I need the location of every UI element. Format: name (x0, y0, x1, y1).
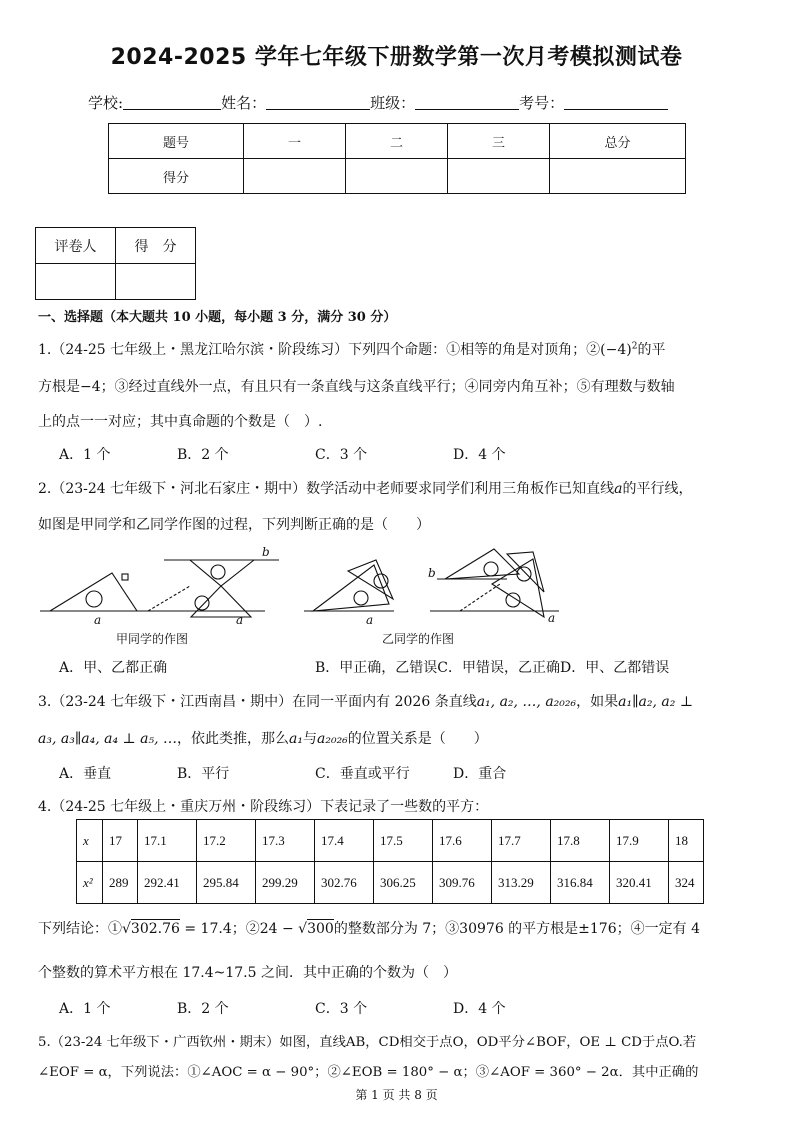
q1-line3: 上的点一一对应；其中真命题的个数是（ ）. (38, 414, 323, 430)
school-blank[interactable] (123, 95, 221, 110)
cell-x2: 313.29 (492, 862, 551, 904)
grader-score-cell[interactable] (116, 264, 196, 300)
q5-line1: 5.（23-24 七年级下・广西钦州・期末）如图，直线AB，CD相交于点O，OD平分∠BOF，OE ⊥ CD于点O.若 (38, 1035, 697, 1050)
label-a: a (548, 611, 556, 625)
triangle-ruler (50, 573, 137, 611)
name-blank[interactable] (266, 95, 370, 110)
cell-x: 17.9 (610, 820, 669, 862)
squares-row-x2 (77, 862, 704, 904)
grader-cell[interactable] (36, 264, 116, 300)
score-cell[interactable] (244, 159, 346, 194)
q4-options (59, 998, 506, 1018)
option[interactable]: C．垂直或平行 (315, 766, 410, 782)
option[interactable]: D．4 个 (453, 447, 506, 463)
caption-yi: 乙同学的作图 (382, 632, 455, 646)
label-b: b (428, 566, 436, 580)
cell-x2: 306.25 (374, 862, 433, 904)
row-label-x: x (77, 820, 103, 862)
cell-x: 18 (669, 820, 704, 862)
option[interactable]: D．4 个 (453, 1001, 506, 1017)
q4-line3: 个整数的算术平方根在 17.4~17.5 之间．其中正确的个数为（ ） (38, 965, 457, 981)
score-header-cell: 一 (244, 124, 346, 159)
cell-x: 17.2 (197, 820, 256, 862)
name-label: 姓名： (221, 94, 267, 112)
cell-x2: 299.29 (256, 862, 315, 904)
cell-x: 17.6 (433, 820, 492, 862)
score-header-cell: 三 (448, 124, 550, 159)
q2-line1: 2.（23-24 七年级下・河北石家庄・期中）数学活动中老师要求同学们利用三角板作已知直线a的平行线， (38, 481, 693, 497)
label-a: a (94, 613, 102, 627)
cell-x2: 324 (669, 862, 704, 904)
option[interactable]: A．甲、乙都正确 (59, 660, 168, 676)
q2-figure (36, 544, 566, 649)
score-table (108, 123, 686, 194)
score-header-cell: 二 (346, 124, 448, 159)
ruler-hole (211, 565, 225, 579)
school-label: 学校: (88, 94, 124, 112)
label-a: a (366, 613, 374, 627)
q4-line1: 4.（24-25 七年级上・重庆万州・阶段练习）下表记录了一些数的平方： (38, 799, 489, 815)
grader-label: 评卷人 (36, 228, 116, 264)
option[interactable]: B．甲正确，乙错误 (315, 660, 438, 676)
label-b: b (262, 545, 270, 559)
cell-x2: 320.41 (610, 862, 669, 904)
student-info-line (88, 92, 668, 113)
option[interactable]: D．重合 (453, 766, 507, 782)
ruler-hole (374, 574, 388, 588)
dashed-line (148, 586, 190, 611)
row-label-x2: x² (77, 862, 103, 904)
option[interactable]: B．2 个 (177, 447, 229, 463)
cell-x: 17.3 (256, 820, 315, 862)
score-cell[interactable] (448, 159, 550, 194)
right-angle-mark (122, 574, 128, 580)
score-header-cell: 题号 (109, 124, 244, 159)
cell-x: 17.4 (315, 820, 374, 862)
triangle-ruler (492, 559, 544, 617)
score-header-cell: 总分 (550, 124, 686, 159)
option[interactable]: B．平行 (177, 766, 230, 782)
cell-x2: 316.84 (551, 862, 610, 904)
q1-line1: 1.（24-25 七年级上・黑龙江哈尔滨・阶段练习）下列四个命题：①相等的角是对顶角；$②(-4)^2$的平 (38, 341, 666, 358)
q3-options (59, 763, 506, 783)
dashed-line (460, 584, 500, 611)
option[interactable]: A．1 个 (59, 447, 111, 463)
cell-x: 17.1 (138, 820, 197, 862)
cell-x: 17.5 (374, 820, 433, 862)
page-title: 2024-2025 学年七年级下册数学第一次月考模拟测试卷 (110, 45, 683, 70)
option[interactable]: A．垂直 (59, 766, 112, 782)
score-table-row (109, 159, 686, 194)
ruler-hole (195, 596, 209, 610)
cell-x2: 295.84 (197, 862, 256, 904)
cell-x2: 289 (103, 862, 138, 904)
option[interactable]: C．甲错误，乙正确 (437, 660, 561, 676)
score-cell[interactable] (346, 159, 448, 194)
option[interactable]: C．3 个 (315, 1001, 368, 1017)
cell-x: 17.7 (492, 820, 551, 862)
option[interactable]: A．1 个 (59, 1001, 111, 1017)
class-label: 班级： (370, 94, 416, 112)
cell-x2: 292.41 (138, 862, 197, 904)
cell-x: 17 (103, 820, 138, 862)
q2-options (59, 657, 669, 677)
caption-jia: 甲同学的作图 (116, 632, 189, 646)
q4-conclusions: 下列结论：①√302.76 = 17.4；②24 − √300的整数部分为 7；③30976 的平方根是±176；④一定有 4 (38, 921, 700, 937)
q1-line2: 方根是−4；③经过直线外一点，有且只有一条直线与这条直线平行；④同旁内角互补；⑤有理数与数轴 (38, 379, 675, 395)
triangle-ruler (313, 565, 389, 611)
option[interactable]: C．3 个 (315, 447, 368, 463)
cell-x2: 309.76 (433, 862, 492, 904)
q5-line2: ∠EOF = α，下列说法：①∠AOC = α − 90°；②∠EOB = 180° − α；③∠AOF = 360° − 2α．其中正确的 (38, 1065, 699, 1080)
option[interactable]: B．2 个 (177, 1001, 229, 1017)
ruler-hole (484, 562, 498, 576)
ruler-hole (354, 591, 368, 605)
section-heading: 一、选择题（本大题共 10 小题，每小题 3 分，满分 30 分） (38, 310, 397, 325)
class-blank[interactable] (415, 95, 519, 110)
ruler-hole (86, 591, 102, 607)
triangle-ruler (190, 560, 254, 586)
option[interactable]: D．甲、乙都错误 (560, 660, 670, 676)
cell-x2: 302.76 (315, 862, 374, 904)
page-footer: 第 1 页 共 8 页 (355, 1088, 438, 1102)
squares-row-x (77, 820, 704, 862)
q2-line2: 如图是甲同学和乙同学作图的过程，下列判断正确的是（ ） (38, 517, 430, 533)
number-blank[interactable] (564, 95, 668, 110)
cell-x: 17.8 (551, 820, 610, 862)
grader-table (35, 227, 196, 300)
score-table-header-row (109, 124, 686, 159)
number-label: 考号： (519, 94, 565, 112)
label-a: a (236, 613, 244, 627)
score-cell[interactable] (550, 159, 686, 194)
score-row-label: 得分 (109, 159, 244, 194)
squares-table (76, 819, 704, 904)
grader-score-label: 得 分 (116, 228, 196, 264)
q1-options (59, 444, 506, 464)
q3-line1: 3.（23-24 七年级下・江西南昌・期中）在同一平面内有 2026 条直线a₁, a₂, …, a₂₀₂₆，如果a₁∥a₂, a₂ ⊥ (38, 694, 693, 710)
q3-line2: a₃, a₃∥a₄, a₄ ⊥ a₅, …，依此类推，那么a₁与a₂₀₂₆的位置关系是（ ） (38, 731, 488, 747)
